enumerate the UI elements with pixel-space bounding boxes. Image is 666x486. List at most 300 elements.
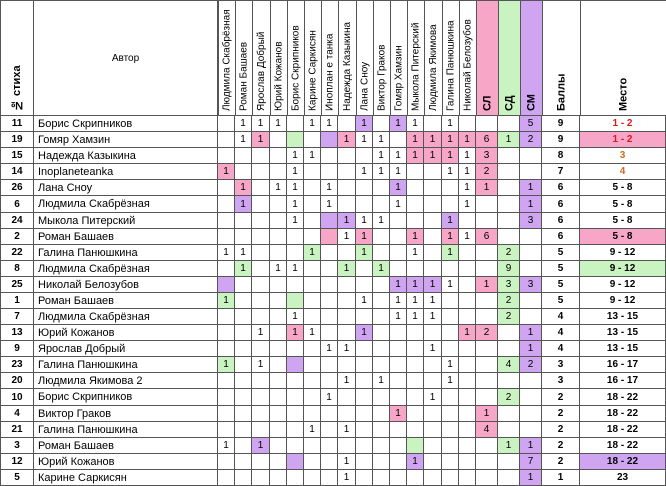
mark-cell: 1 <box>442 116 459 132</box>
mark-cell <box>218 422 235 438</box>
row-score: 2 <box>542 454 580 470</box>
mark-cell <box>270 277 287 293</box>
mark-cell <box>218 389 235 406</box>
mark-cell <box>407 357 424 373</box>
row-sm: 1 <box>520 341 542 357</box>
header-judge: Гомяр Хамзин <box>390 0 407 116</box>
row-sd: 2 <box>498 389 520 406</box>
mark-cell <box>442 470 459 486</box>
mark-cell: 1 <box>338 229 356 245</box>
mark-cell <box>218 148 235 164</box>
mark-cell: 1 <box>218 245 235 261</box>
mark-cell <box>390 389 407 406</box>
row-num: 6 <box>0 196 34 213</box>
mark-cell: 1 <box>424 132 442 148</box>
mark-cell <box>235 454 252 470</box>
row-score: 4 <box>542 325 580 341</box>
mark-cell: 1 <box>442 277 459 293</box>
row-sd: 1 <box>498 438 520 454</box>
mark-cell <box>270 389 287 406</box>
row-sm <box>520 309 542 325</box>
row-num: 8 <box>0 261 34 277</box>
row-sd: 2 <box>498 309 520 325</box>
row-sm <box>520 389 542 406</box>
header-score: Баллы <box>542 0 580 116</box>
mark-cell <box>390 213 407 229</box>
row-place: 16 - 17 <box>580 357 666 373</box>
mark-cell <box>304 357 321 373</box>
mark-cell <box>304 180 321 196</box>
row-sl <box>476 309 498 325</box>
row-author: Людмила Скабрёзная <box>34 309 218 325</box>
mark-cell <box>304 389 321 406</box>
row-sd: 2 <box>498 245 520 261</box>
row-sd <box>498 180 520 196</box>
row-score: 3 <box>542 373 580 389</box>
mark-cell: 1 <box>287 148 304 164</box>
mark-cell <box>235 406 252 422</box>
mark-cell <box>235 357 252 373</box>
mark-cell <box>407 196 424 213</box>
mark-cell <box>390 357 407 373</box>
mark-cell <box>459 309 476 325</box>
mark-cell <box>424 229 442 245</box>
mark-cell: 1 <box>218 293 235 309</box>
mark-cell <box>407 213 424 229</box>
row-sl: 1 <box>476 406 498 422</box>
row-author: Николай Белозубов <box>34 277 218 293</box>
mark-cell <box>218 454 235 470</box>
mark-cell <box>235 277 252 293</box>
mark-cell: 1 <box>442 357 459 373</box>
mark-cell: 1 <box>407 229 424 245</box>
mark-cell <box>407 470 424 486</box>
mark-cell: 1 <box>459 132 476 148</box>
row-sl <box>476 196 498 213</box>
mark-cell <box>304 213 321 229</box>
row-num: 9 <box>0 341 34 357</box>
mark-cell <box>218 261 235 277</box>
row-num: 19 <box>0 132 34 148</box>
mark-cell: 1 <box>459 325 476 341</box>
row-score: 3 <box>542 357 580 373</box>
row-score: 6 <box>542 180 580 196</box>
row-sm: 1 <box>520 438 542 454</box>
mark-cell <box>356 406 373 422</box>
row-num: 22 <box>0 245 34 261</box>
row-sl <box>476 373 498 389</box>
mark-cell: 1 <box>424 277 442 293</box>
row-sl <box>476 213 498 229</box>
mark-cell <box>373 357 390 373</box>
row-score: 7 <box>542 164 580 180</box>
mark-cell <box>270 309 287 325</box>
header-judge: Лана Сноу <box>356 0 373 116</box>
mark-cell <box>459 116 476 132</box>
mark-cell <box>356 196 373 213</box>
mark-cell <box>442 196 459 213</box>
mark-cell <box>424 406 442 422</box>
mark-cell <box>442 180 459 196</box>
row-num: 11 <box>0 116 34 132</box>
mark-cell: 1 <box>459 180 476 196</box>
header-judge: Надежда Казыкина <box>338 0 356 116</box>
mark-cell <box>424 196 442 213</box>
row-author: Виктор Граков <box>34 406 218 422</box>
mark-cell <box>424 261 442 277</box>
mark-cell <box>373 438 390 454</box>
row-author: Людмила Скабрёзная <box>34 261 218 277</box>
row-author: Юрий Кожанов <box>34 325 218 341</box>
mark-cell: 1 <box>304 245 321 261</box>
mark-cell <box>287 357 304 373</box>
mark-cell: 1 <box>373 164 390 180</box>
row-sm <box>520 164 542 180</box>
row-sd <box>498 470 520 486</box>
row-sm: 1 <box>520 180 542 196</box>
mark-cell <box>459 245 476 261</box>
mark-cell <box>252 406 270 422</box>
mark-cell: 1 <box>321 116 338 132</box>
mark-cell <box>304 438 321 454</box>
mark-cell <box>321 261 338 277</box>
header-author: Автор <box>34 0 218 116</box>
row-place: 18 - 22 <box>580 406 666 422</box>
row-sm <box>520 406 542 422</box>
row-num: 7 <box>0 309 34 325</box>
mark-cell: 1 <box>287 164 304 180</box>
mark-cell <box>338 389 356 406</box>
mark-cell: 1 <box>287 213 304 229</box>
row-sl: 2 <box>476 164 498 180</box>
row-author: Галина Панюшкина <box>34 245 218 261</box>
header-judge: Юрий Кожанов <box>270 0 287 116</box>
mark-cell <box>424 180 442 196</box>
mark-cell <box>338 196 356 213</box>
mark-cell: 1 <box>390 196 407 213</box>
row-sm <box>520 373 542 389</box>
row-place: 5 - 8 <box>580 213 666 229</box>
header-judge: Николай Белозубов <box>459 0 476 116</box>
mark-cell <box>373 293 390 309</box>
row-num: 1 <box>0 293 34 309</box>
row-sl <box>476 341 498 357</box>
mark-cell <box>459 422 476 438</box>
row-sm: 3 <box>520 277 542 293</box>
mark-cell <box>356 357 373 373</box>
mark-cell: 1 <box>321 180 338 196</box>
row-num: 24 <box>0 213 34 229</box>
row-sl <box>476 245 498 261</box>
row-sm <box>520 261 542 277</box>
mark-cell: 1 <box>252 357 270 373</box>
mark-cell <box>373 229 390 245</box>
row-sd: 3 <box>498 277 520 293</box>
mark-cell <box>235 341 252 357</box>
mark-cell <box>218 325 235 341</box>
row-sm <box>520 293 542 309</box>
mark-cell: 1 <box>442 373 459 389</box>
mark-cell: 1 <box>235 180 252 196</box>
row-score: 2 <box>542 422 580 438</box>
row-place: 13 - 15 <box>580 341 666 357</box>
mark-cell <box>270 164 287 180</box>
mark-cell <box>287 389 304 406</box>
row-score: 5 <box>542 293 580 309</box>
row-num: 26 <box>0 180 34 196</box>
mark-cell: 1 <box>338 213 356 229</box>
mark-cell <box>356 470 373 486</box>
row-sd <box>498 148 520 164</box>
row-author: Inoplaneteanka <box>34 164 218 180</box>
row-sl <box>476 454 498 470</box>
mark-cell <box>304 229 321 245</box>
mark-cell <box>373 277 390 293</box>
mark-cell: 1 <box>235 196 252 213</box>
row-score: 6 <box>542 213 580 229</box>
mark-cell <box>338 245 356 261</box>
header-judge: Галина Панюшкина <box>442 0 459 116</box>
mark-cell <box>424 116 442 132</box>
mark-cell: 1 <box>356 132 373 148</box>
mark-cell <box>321 454 338 470</box>
mark-cell <box>321 148 338 164</box>
mark-cell: 1 <box>235 245 252 261</box>
mark-cell: 1 <box>321 341 338 357</box>
mark-cell <box>338 116 356 132</box>
row-author: Галина Панюшкина <box>34 357 218 373</box>
mark-cell: 1 <box>390 277 407 293</box>
mark-cell <box>338 357 356 373</box>
mark-cell: 1 <box>442 213 459 229</box>
mark-cell: 1 <box>356 325 373 341</box>
row-author: Галина Панюшкина <box>34 422 218 438</box>
mark-cell <box>321 164 338 180</box>
mark-cell <box>270 132 287 148</box>
mark-cell: 1 <box>252 325 270 341</box>
mark-cell <box>218 309 235 325</box>
row-sl <box>476 357 498 373</box>
mark-cell <box>304 406 321 422</box>
row-sd: 2 <box>498 293 520 309</box>
row-score: 1 <box>542 470 580 486</box>
mark-cell <box>459 373 476 389</box>
mark-cell <box>424 213 442 229</box>
mark-cell: 1 <box>407 454 424 470</box>
mark-cell: 1 <box>356 245 373 261</box>
mark-cell: 1 <box>338 373 356 389</box>
mark-cell <box>442 325 459 341</box>
mark-cell <box>459 261 476 277</box>
mark-cell <box>304 454 321 470</box>
row-sm: 2 <box>520 132 542 148</box>
row-sm <box>520 148 542 164</box>
mark-cell: 1 <box>287 261 304 277</box>
mark-cell: 1 <box>270 261 287 277</box>
row-sl <box>476 438 498 454</box>
mark-cell <box>338 325 356 341</box>
mark-cell <box>252 422 270 438</box>
mark-cell <box>373 470 390 486</box>
mark-cell <box>270 438 287 454</box>
mark-cell <box>459 213 476 229</box>
row-place: 9 - 12 <box>580 293 666 309</box>
mark-cell <box>270 341 287 357</box>
row-sl <box>476 293 498 309</box>
mark-cell: 1 <box>287 180 304 196</box>
row-score: 5 <box>542 277 580 293</box>
mark-cell <box>218 229 235 245</box>
mark-cell: 1 <box>356 293 373 309</box>
mark-cell <box>390 373 407 389</box>
row-sl: 3 <box>476 148 498 164</box>
mark-cell <box>373 422 390 438</box>
mark-cell: 1 <box>407 116 424 132</box>
row-author: Юрий Кожанов <box>34 454 218 470</box>
mark-cell <box>407 389 424 406</box>
mark-cell: 1 <box>373 132 390 148</box>
mark-cell <box>459 438 476 454</box>
mark-cell <box>356 148 373 164</box>
mark-cell <box>287 470 304 486</box>
mark-cell <box>252 309 270 325</box>
mark-cell <box>407 325 424 341</box>
mark-cell <box>270 213 287 229</box>
mark-cell: 1 <box>373 213 390 229</box>
mark-cell <box>390 325 407 341</box>
row-sd: 1 <box>498 132 520 148</box>
mark-cell <box>442 422 459 438</box>
mark-cell <box>252 213 270 229</box>
row-sd: 4 <box>498 357 520 373</box>
row-num: 2 <box>0 229 34 245</box>
row-score: 2 <box>542 389 580 406</box>
mark-cell <box>356 422 373 438</box>
row-sd <box>498 196 520 213</box>
mark-cell <box>304 261 321 277</box>
mark-cell <box>218 373 235 389</box>
mark-cell <box>390 261 407 277</box>
mark-cell <box>442 261 459 277</box>
row-num: 3 <box>0 438 34 454</box>
mark-cell: 1 <box>235 116 252 132</box>
mark-cell <box>459 293 476 309</box>
mark-cell <box>459 406 476 422</box>
mark-cell <box>407 164 424 180</box>
row-sd <box>498 213 520 229</box>
row-place: 16 - 17 <box>580 373 666 389</box>
mark-cell <box>270 422 287 438</box>
row-sd <box>498 341 520 357</box>
row-score: 2 <box>542 438 580 454</box>
mark-cell <box>442 454 459 470</box>
mark-cell: 1 <box>390 164 407 180</box>
mark-cell <box>287 406 304 422</box>
mark-cell <box>218 341 235 357</box>
mark-cell <box>252 389 270 406</box>
header-judge: Мыкола Питерский <box>407 0 424 116</box>
mark-cell: 1 <box>287 325 304 341</box>
mark-cell <box>338 164 356 180</box>
mark-cell: 1 <box>338 422 356 438</box>
mark-cell <box>218 196 235 213</box>
mark-cell <box>442 309 459 325</box>
row-num: 21 <box>0 422 34 438</box>
row-place: 18 - 22 <box>580 389 666 406</box>
mark-cell <box>321 293 338 309</box>
row-score: 2 <box>542 406 580 422</box>
mark-cell <box>218 406 235 422</box>
mark-cell <box>252 245 270 261</box>
row-num: 4 <box>0 406 34 422</box>
row-num: 12 <box>0 454 34 470</box>
row-score: 8 <box>542 148 580 164</box>
mark-cell <box>442 438 459 454</box>
mark-cell: 1 <box>304 148 321 164</box>
row-sl <box>476 261 498 277</box>
mark-cell: 1 <box>442 148 459 164</box>
mark-cell <box>321 245 338 261</box>
row-author: Гомяр Хамзин <box>34 132 218 148</box>
mark-cell: 1 <box>235 132 252 148</box>
row-score: 5 <box>542 261 580 277</box>
row-sd <box>498 229 520 245</box>
mark-cell <box>373 341 390 357</box>
row-author: Людмила Якимова 2 <box>34 373 218 389</box>
mark-cell: 1 <box>270 180 287 196</box>
row-place: 13 - 15 <box>580 325 666 341</box>
row-place: 18 - 22 <box>580 422 666 438</box>
mark-cell <box>407 438 424 454</box>
mark-cell: 1 <box>390 180 407 196</box>
mark-cell: 1 <box>356 164 373 180</box>
mark-cell <box>390 132 407 148</box>
row-sd <box>498 325 520 341</box>
row-sd <box>498 373 520 389</box>
mark-cell <box>356 454 373 470</box>
header-sl: СЛ <box>476 0 498 116</box>
row-place: 3 <box>580 148 666 164</box>
mark-cell <box>252 454 270 470</box>
row-sd <box>498 454 520 470</box>
mark-cell <box>287 341 304 357</box>
row-sm <box>520 422 542 438</box>
mark-cell: 1 <box>235 261 252 277</box>
mark-cell <box>287 454 304 470</box>
row-author: Мыкола Питерский <box>34 213 218 229</box>
mark-cell <box>252 277 270 293</box>
mark-cell <box>459 341 476 357</box>
header-num: № стиха <box>0 0 34 116</box>
mark-cell: 1 <box>424 148 442 164</box>
mark-cell <box>304 341 321 357</box>
mark-cell: 1 <box>270 116 287 132</box>
row-author: Борис Скрипников <box>34 116 218 132</box>
mark-cell <box>218 277 235 293</box>
mark-cell <box>235 325 252 341</box>
row-sl <box>476 116 498 132</box>
mark-cell <box>321 438 338 454</box>
mark-cell <box>424 422 442 438</box>
mark-cell: 1 <box>424 341 442 357</box>
mark-cell <box>287 229 304 245</box>
row-sm <box>520 229 542 245</box>
mark-cell <box>321 213 338 229</box>
mark-cell <box>356 261 373 277</box>
mark-cell <box>321 132 338 148</box>
mark-cell: 1 <box>390 406 407 422</box>
mark-cell: 1 <box>390 116 407 132</box>
